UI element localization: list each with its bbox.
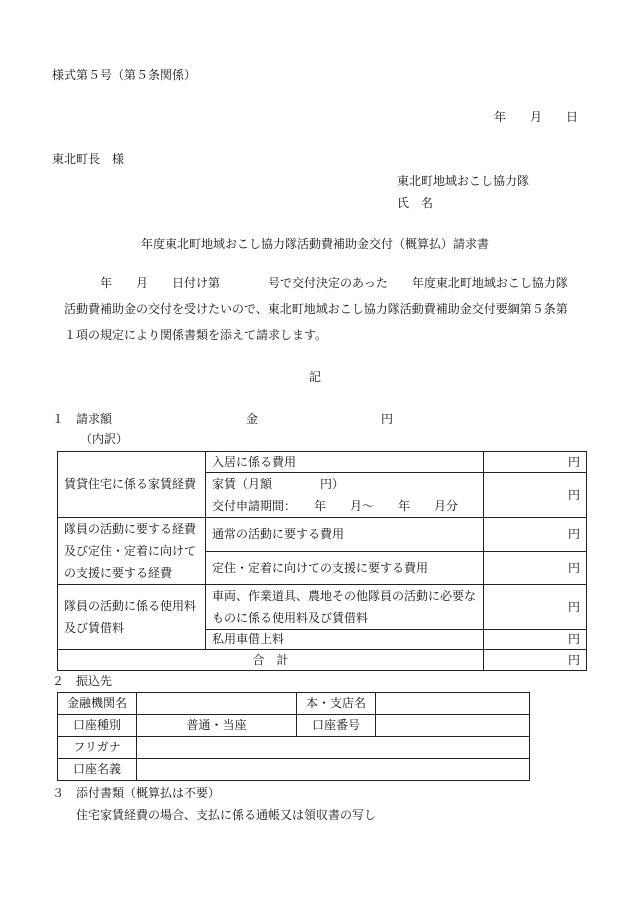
account-number-input[interactable] bbox=[376, 715, 530, 737]
category-cell: 隊員の活動に係る使用料及び賃借料 bbox=[58, 585, 206, 650]
body-line-3: １項の規定により関係書類を添えて請求します。 bbox=[64, 328, 328, 342]
table-row bbox=[58, 518, 587, 552]
amount-cell: 円 bbox=[484, 473, 587, 518]
item-cell bbox=[206, 473, 484, 518]
section1-en: 円 bbox=[381, 412, 394, 426]
section1-kin: 金 bbox=[246, 412, 259, 426]
total-label: 合 計 bbox=[58, 650, 484, 671]
section1-heading: １ 請求額 bbox=[52, 412, 113, 426]
item-cell: 車両、作業道具、農地その他隊員の活動に必要なものに係る使用料及び賃借料 bbox=[206, 585, 484, 630]
table-row bbox=[58, 693, 530, 715]
amount-cell: 円 bbox=[484, 552, 587, 585]
date-line: 年 月 日 bbox=[494, 110, 579, 124]
applicant-org: 東北町地域おこし協力隊 bbox=[397, 174, 530, 188]
bank-table bbox=[57, 692, 530, 781]
holder-input[interactable] bbox=[137, 759, 530, 781]
total-row bbox=[58, 650, 587, 671]
body-line-2: 活動費補助金の交付を受けたいので、東北町地域おこし協力隊活動費補助金交付要綱第５条第 bbox=[64, 302, 568, 316]
branch-input[interactable] bbox=[376, 693, 530, 715]
bank-label: 金融機関名 bbox=[58, 693, 137, 715]
table-row bbox=[58, 737, 530, 759]
furigana-input[interactable] bbox=[137, 737, 530, 759]
branch-label: 本・支店名 bbox=[297, 693, 376, 715]
amount-cell: 円 bbox=[484, 585, 587, 630]
account-type-value[interactable]: 普通・当座 bbox=[137, 715, 297, 737]
item-cell: 定住・定着に向けての支援に要する費用 bbox=[206, 552, 484, 585]
rent-label: 家賃（月額 円） bbox=[212, 477, 345, 491]
application-period: 交付申請期間： 年 月～ 年 月分 bbox=[212, 499, 459, 513]
breakdown-label: （内訳） bbox=[80, 432, 129, 446]
furigana-label: フリガナ bbox=[58, 737, 137, 759]
table-row bbox=[58, 585, 587, 630]
form-number: 様式第５号（第５条関係） bbox=[52, 68, 197, 82]
amount-cell: 円 bbox=[484, 518, 587, 552]
amount-cell: 円 bbox=[484, 630, 587, 650]
applicant-name-label: 氏 名 bbox=[397, 196, 434, 210]
section2-heading: ２ 振込先 bbox=[52, 674, 113, 688]
document-title: 年度東北町地域おこし協力隊活動費補助金交付（概算払）請求書 bbox=[140, 237, 489, 251]
breakdown-table bbox=[57, 451, 587, 671]
account-number-label: 口座番号 bbox=[297, 715, 376, 737]
item-cell: 私用車借上料 bbox=[206, 630, 484, 650]
request-body bbox=[52, 270, 582, 348]
section3-heading: ３ 添付書類（概算払は不要） bbox=[52, 786, 221, 800]
category-cell: 賃貸住宅に係る家賃経費 bbox=[58, 452, 206, 518]
body-line-1: 年 月 日付け第 号で交付決定のあった 年度東北町地域おこし協力隊 bbox=[100, 276, 568, 290]
table-row bbox=[58, 759, 530, 781]
table-row bbox=[58, 452, 587, 473]
table-row bbox=[58, 715, 530, 737]
attachment-text: 住宅家賃経費の場合、支払に係る通帳又は領収書の写し bbox=[76, 808, 377, 822]
holder-label: 口座名義 bbox=[58, 759, 137, 781]
category-cell: 隊員の活動に要する経費及び定住・定着に向けての支援に要する経費 bbox=[58, 518, 206, 585]
total-amount-cell: 円 bbox=[484, 650, 587, 671]
account-type-label: 口座種別 bbox=[58, 715, 137, 737]
item-cell: 通常の活動に要する費用 bbox=[206, 518, 484, 552]
addressee: 東北町長 様 bbox=[52, 152, 125, 166]
bank-input[interactable] bbox=[137, 693, 297, 715]
ki-heading: 記 bbox=[308, 370, 321, 384]
item-cell: 入居に係る費用 bbox=[206, 452, 484, 473]
amount-cell: 円 bbox=[484, 452, 587, 473]
